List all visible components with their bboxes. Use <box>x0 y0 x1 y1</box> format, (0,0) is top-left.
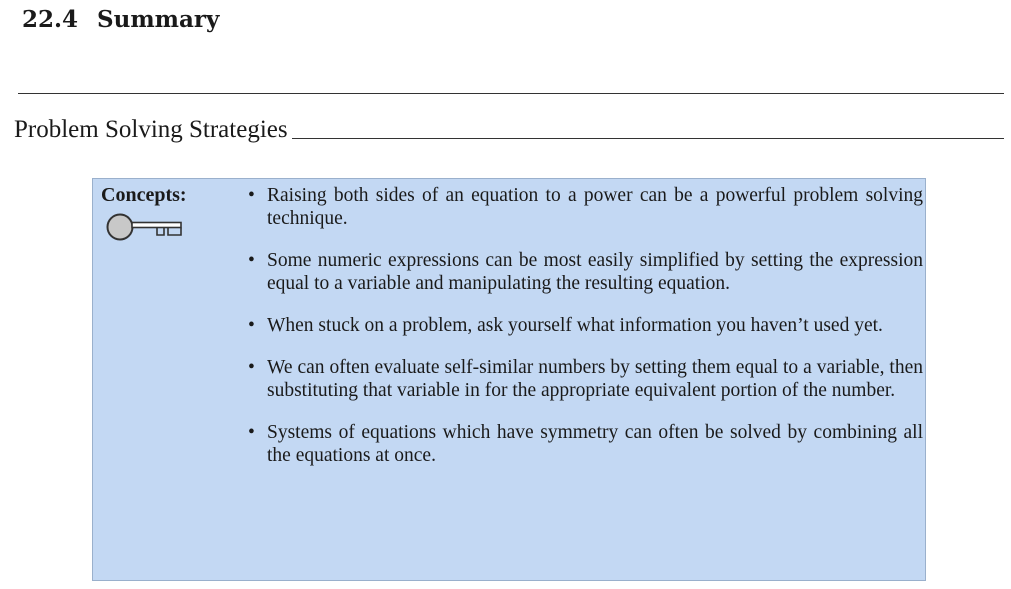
section-title: Summary <box>97 6 220 33</box>
bullet: • <box>248 315 255 336</box>
concept-text: We can often evaluate self-similar numbers by setting them equal to a variable, then substituting that variable in for the appropriate equivalent portion of the number. <box>267 357 923 401</box>
subheading-divider <box>292 138 1004 139</box>
section-heading <box>22 6 219 33</box>
key-icon <box>105 212 185 242</box>
concept-item <box>245 314 923 337</box>
bullet: • <box>248 185 255 206</box>
subheading-row <box>14 114 1004 144</box>
concept-text: Systems of equations which have symmetry can often be solved by combining all the equations at once. <box>267 422 923 466</box>
bullet: • <box>248 357 255 378</box>
concept-item <box>245 249 923 295</box>
subheading-title: Problem Solving Strategies <box>14 116 288 143</box>
concepts-list <box>245 184 923 486</box>
concept-item <box>245 356 923 402</box>
bullet: • <box>248 250 255 271</box>
concepts-label: Concepts: <box>101 184 187 206</box>
concept-item <box>245 421 923 467</box>
concept-text: Raising both sides of an equation to a power can be a powerful problem solving technique. <box>267 185 923 229</box>
concept-text: Some numeric expressions can be most easily simplified by setting the expression equal to a variable and manipulating the resulting equation. <box>267 250 923 294</box>
bullet: • <box>248 422 255 443</box>
concept-item <box>245 184 923 230</box>
top-divider <box>18 93 1004 94</box>
concept-text: When stuck on a problem, ask yourself what information you haven’t used yet. <box>267 315 883 336</box>
section-number: 22.4 <box>22 6 79 33</box>
concepts-box <box>92 178 926 581</box>
